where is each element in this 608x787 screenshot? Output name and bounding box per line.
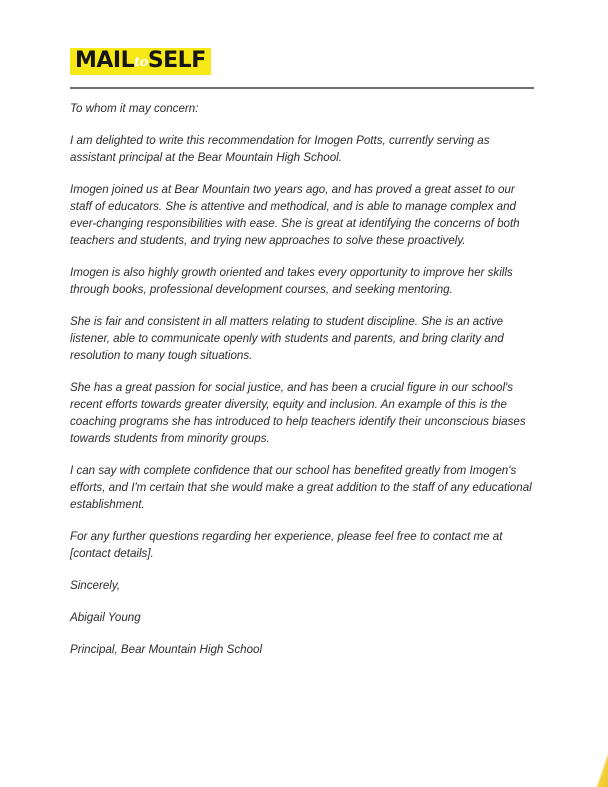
- corner-fold-sliver: [592, 735, 608, 787]
- letter-signature-name: Abigail Young: [70, 611, 141, 624]
- letter-closing: Sincerely,: [70, 579, 121, 592]
- mailtoself-logo[interactable]: [70, 48, 211, 75]
- logo-text-suffix: SELF: [147, 48, 206, 73]
- letterhead-divider: [70, 87, 534, 89]
- letter-paragraph-intro: I am delighted to write this recommendation for Imogen Potts, currently serving as assistant principal at the Bear Mountain High School.: [70, 134, 490, 164]
- letter-salutation: To whom it may concern:: [70, 102, 199, 115]
- letter-paragraph-contact: For any further questions regarding her experience, please feel free to contact me at [contact details].: [70, 530, 503, 560]
- letter-paragraph-4: She is fair and consistent in all matters relating to student discipline. She is an active listener, able to communicate openly with students and parents, and bring clarity and resolution to many tough situations.: [70, 315, 504, 362]
- letter-paragraph-6: I can say with complete confidence that our school has benefited greatly from Imogen's efforts, and I'm certain that she would make a great addition to the staff of any educational establishment.: [70, 464, 532, 511]
- logo-text-prefix: MAIL: [75, 48, 135, 73]
- logo-text-middle: to: [134, 55, 148, 70]
- letter-paragraph-3: Imogen is also highly growth oriented and takes every opportunity to improve her skills through books, professional development courses, and seeking mentoring.: [70, 266, 513, 296]
- letter-body: [70, 100, 534, 658]
- letterhead: [70, 48, 534, 75]
- page-corner-fold-decoration: [582, 735, 608, 787]
- letter-signature-title: Principal, Bear Mountain High School: [70, 643, 263, 656]
- letter-paragraph-5: She has a great passion for social justice, and has been a crucial figure in our school's recent efforts towards greater diversity, equity and inclusion. An example of this is the coaching programs she has introduced to help teachers identify their unconscious biases towards students from minority groups.: [70, 381, 526, 445]
- letter-paragraph-2: Imogen joined us at Bear Mountain two years ago, and has proved a great asset to our staff of educators. She is attentive and methodical, and is able to manage complex and ever-changing responsibilities with ease. She is great at identifying the concerns of both teachers and students, and trying new approaches to solve these proactively.: [70, 183, 520, 247]
